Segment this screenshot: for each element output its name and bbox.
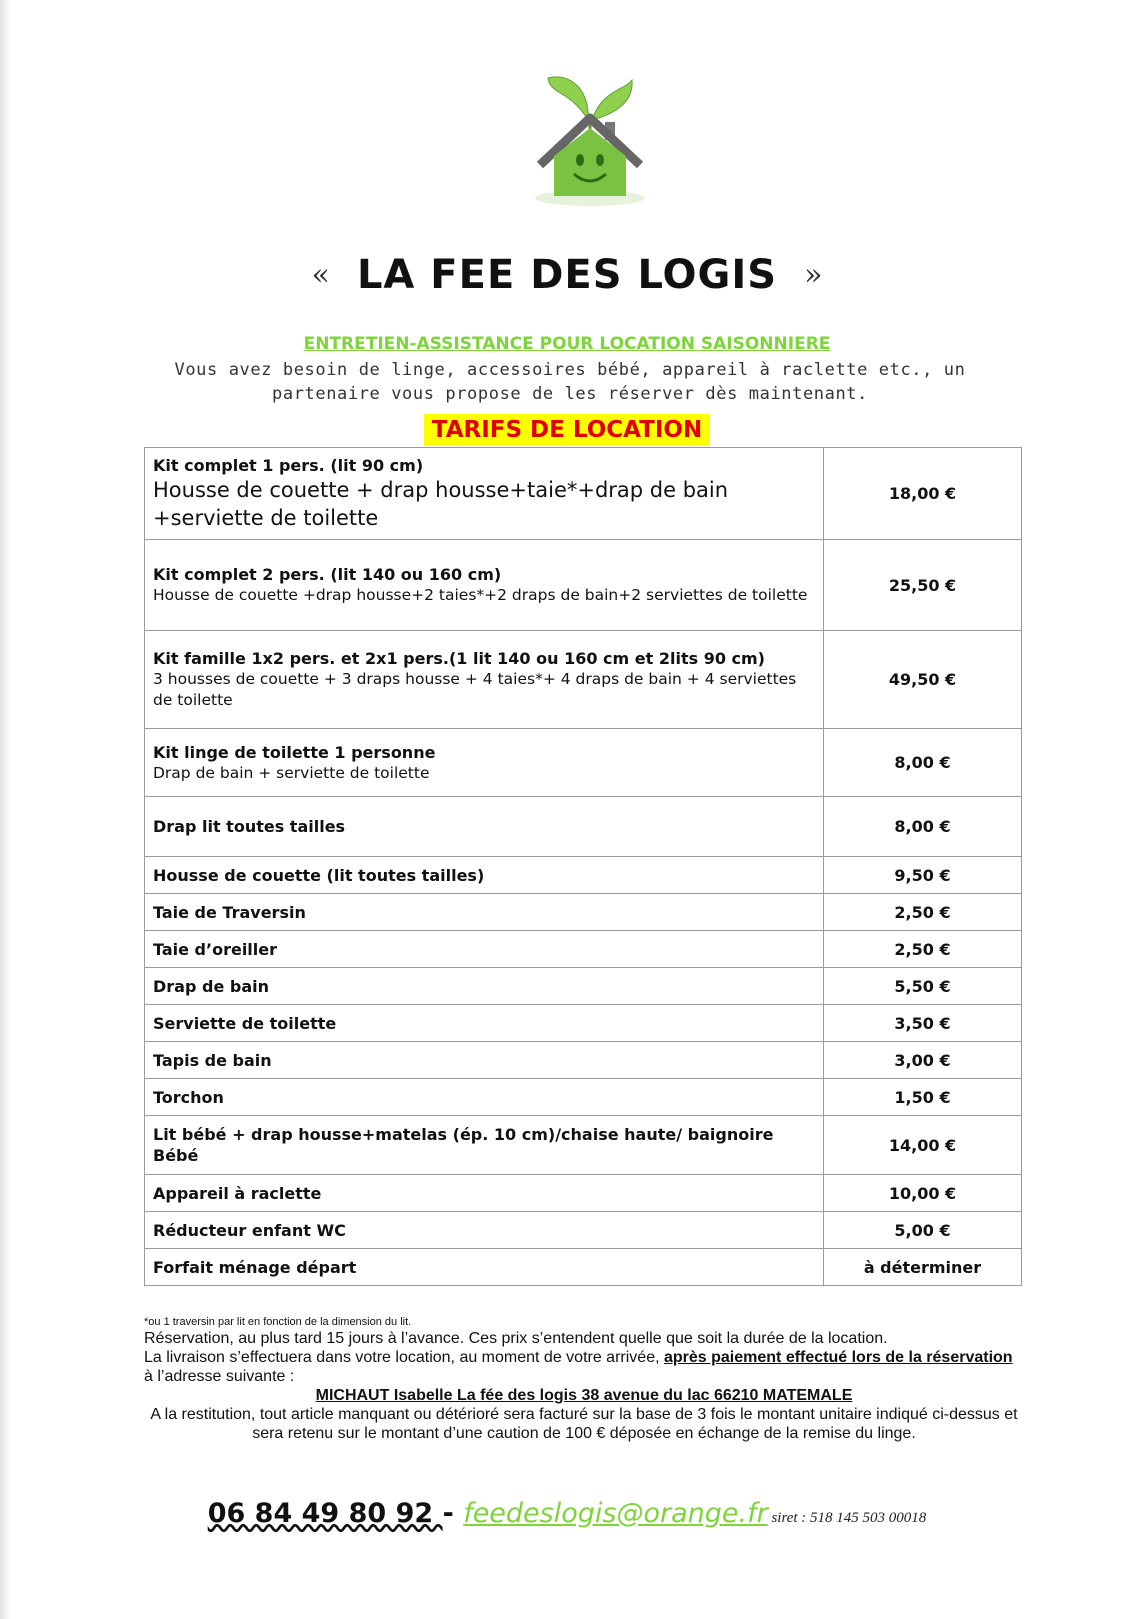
item-cell — [145, 1175, 824, 1212]
price-cell: 18,00 € — [824, 448, 1022, 540]
table-row — [145, 797, 1022, 857]
price-cell: 8,00 € — [824, 729, 1022, 797]
price-cell: 3,50 € — [824, 1005, 1022, 1042]
restitution-note: A la restitution, tout article manquant ou détérioré sera facturé sur la base de 3 fois le montant unitaire indiqué ci-dessus et sera retenu sur le montant d’une caution de 100 € déposée en échange de la remise du linge. — [150, 1406, 1018, 1442]
contact-footer — [0, 1498, 1134, 1529]
quote-open: « — [311, 257, 330, 293]
item-cell — [145, 729, 824, 797]
terms-notes — [144, 1316, 1024, 1443]
siret-number: siret : 518 145 503 00018 — [767, 1510, 927, 1526]
footnote: *ou 1 traversin par lit en fonction de la dimension du lit. — [144, 1316, 412, 1328]
item-cell — [145, 968, 824, 1005]
phone-number[interactable]: 06 84 49 80 92 — [207, 1498, 443, 1529]
item-cell — [145, 931, 824, 968]
table-row — [145, 1079, 1022, 1116]
table-row — [145, 1175, 1022, 1212]
reservation-note: Réservation, au plus tard 15 jours à l’avance. Ces prix s’entendent quelle que soit la durée de la location. — [144, 1330, 888, 1347]
table-row — [145, 540, 1022, 631]
item-description: 3 housses de couette + 3 draps housse + 4 taies*+ 4 draps de bain + 4 serviettes de toilette — [153, 670, 797, 709]
item-title: Drap lit toutes tailles — [153, 817, 346, 836]
table-row — [145, 448, 1022, 540]
table-row — [145, 729, 1022, 797]
item-cell — [145, 1042, 824, 1079]
item-cell — [145, 631, 824, 729]
item-title: Kit complet 2 pers. (lit 140 ou 160 cm) — [153, 565, 502, 584]
item-cell — [145, 797, 824, 857]
item-title: Torchon — [153, 1087, 224, 1107]
payment-condition: après paiement effectué lors de la réservation — [663, 1349, 1013, 1366]
price-cell: à déterminer — [824, 1249, 1022, 1286]
item-title: Kit linge de toilette 1 personne — [153, 742, 436, 762]
item-cell — [145, 1212, 824, 1249]
delivery-note — [144, 1348, 1024, 1386]
house-with-leaves-logo — [530, 60, 650, 210]
price-cell: 2,50 € — [824, 931, 1022, 968]
table-row — [145, 1005, 1022, 1042]
page-edge-shadow — [0, 0, 10, 1619]
item-description: Housse de couette + drap housse+taie*+drap de bain +serviette de toilette — [153, 478, 729, 530]
table-row — [145, 968, 1022, 1005]
item-title: Serviette de toilette — [153, 1013, 337, 1033]
item-title: Kit complet 1 pers. (lit 90 cm) — [153, 456, 424, 475]
item-cell — [145, 894, 824, 931]
item-title: Tapis de bain — [153, 1050, 272, 1070]
price-cell: 5,50 € — [824, 968, 1022, 1005]
table-row — [145, 1212, 1022, 1249]
price-table — [144, 447, 1022, 1286]
table-row — [145, 1042, 1022, 1079]
price-cell: 1,50 € — [824, 1079, 1022, 1116]
intro-text: Vous avez besoin de linge, accessoires bébé, appareil à raclette etc., un partenaire vous propose de les réserver dès maintenant. — [174, 360, 966, 404]
postal-address: MICHAUT Isabelle La fée des logis 38 avenue du lac 66210 MATEMALE — [315, 1387, 853, 1404]
price-cell: 5,00 € — [824, 1212, 1022, 1249]
item-cell — [145, 857, 824, 894]
email-link[interactable]: feedeslogis@orange.fr — [463, 1498, 768, 1529]
price-cell: 3,00 € — [824, 1042, 1022, 1079]
item-description: Drap de bain + serviette de toilette — [153, 763, 430, 782]
item-title: Taie d’oreiller — [153, 939, 278, 959]
item-cell — [145, 1249, 824, 1286]
price-cell: 8,00 € — [824, 797, 1022, 857]
table-row — [145, 631, 1022, 729]
item-title: Forfait ménage départ — [153, 1257, 357, 1277]
item-title: Réducteur enfant WC — [153, 1220, 346, 1240]
table-row — [145, 1116, 1022, 1175]
item-title: Kit famille 1x2 pers. et 2x1 pers.(1 lit 140 ou 160 cm et 2lits 90 cm) — [153, 649, 765, 668]
item-cell — [145, 1079, 824, 1116]
item-title: Taie de Traversin — [153, 902, 306, 922]
separator-dash: - — [442, 1498, 464, 1529]
item-description: Housse de couette +drap housse+2 taies*+2 draps de bain+2 serviettes de toilette — [153, 586, 808, 604]
table-row — [145, 857, 1022, 894]
delivery-text: La livraison s’effectuera dans votre location, au moment de votre arrivée, — [144, 1349, 664, 1366]
delivery-text-end: à l’adresse suivante : — [144, 1368, 295, 1385]
price-cell: 10,00 € — [824, 1175, 1022, 1212]
item-title: Lit bébé + drap housse+matelas (ép. 10 cm)/chaise haute/ baignoire Bébé — [153, 1125, 774, 1165]
table-row — [145, 894, 1022, 931]
tarifs-heading: TARIFS DE LOCATION — [424, 414, 710, 446]
item-cell — [145, 1116, 824, 1175]
item-title: Drap de bain — [153, 976, 269, 996]
table-row — [145, 931, 1022, 968]
quote-close: » — [804, 257, 823, 293]
item-cell — [145, 1005, 824, 1042]
item-title: Housse de couette (lit toutes tailles) — [153, 865, 485, 885]
price-cell: 9,50 € — [824, 857, 1022, 894]
table-row — [145, 1249, 1022, 1286]
price-cell: 49,50 € — [824, 631, 1022, 729]
item-cell — [145, 448, 824, 540]
price-cell: 2,50 € — [824, 894, 1022, 931]
company-name: LA FEE DES LOGIS — [356, 252, 778, 298]
item-title: Appareil à raclette — [153, 1183, 322, 1203]
price-cell: 14,00 € — [824, 1116, 1022, 1175]
subtitle: ENTRETIEN-ASSISTANCE POUR LOCATION SAISONNIERE — [303, 334, 831, 354]
item-cell — [145, 540, 824, 631]
page-title — [0, 252, 1134, 298]
tarifs-heading-wrap — [0, 414, 1134, 446]
price-cell: 25,50 € — [824, 540, 1022, 631]
